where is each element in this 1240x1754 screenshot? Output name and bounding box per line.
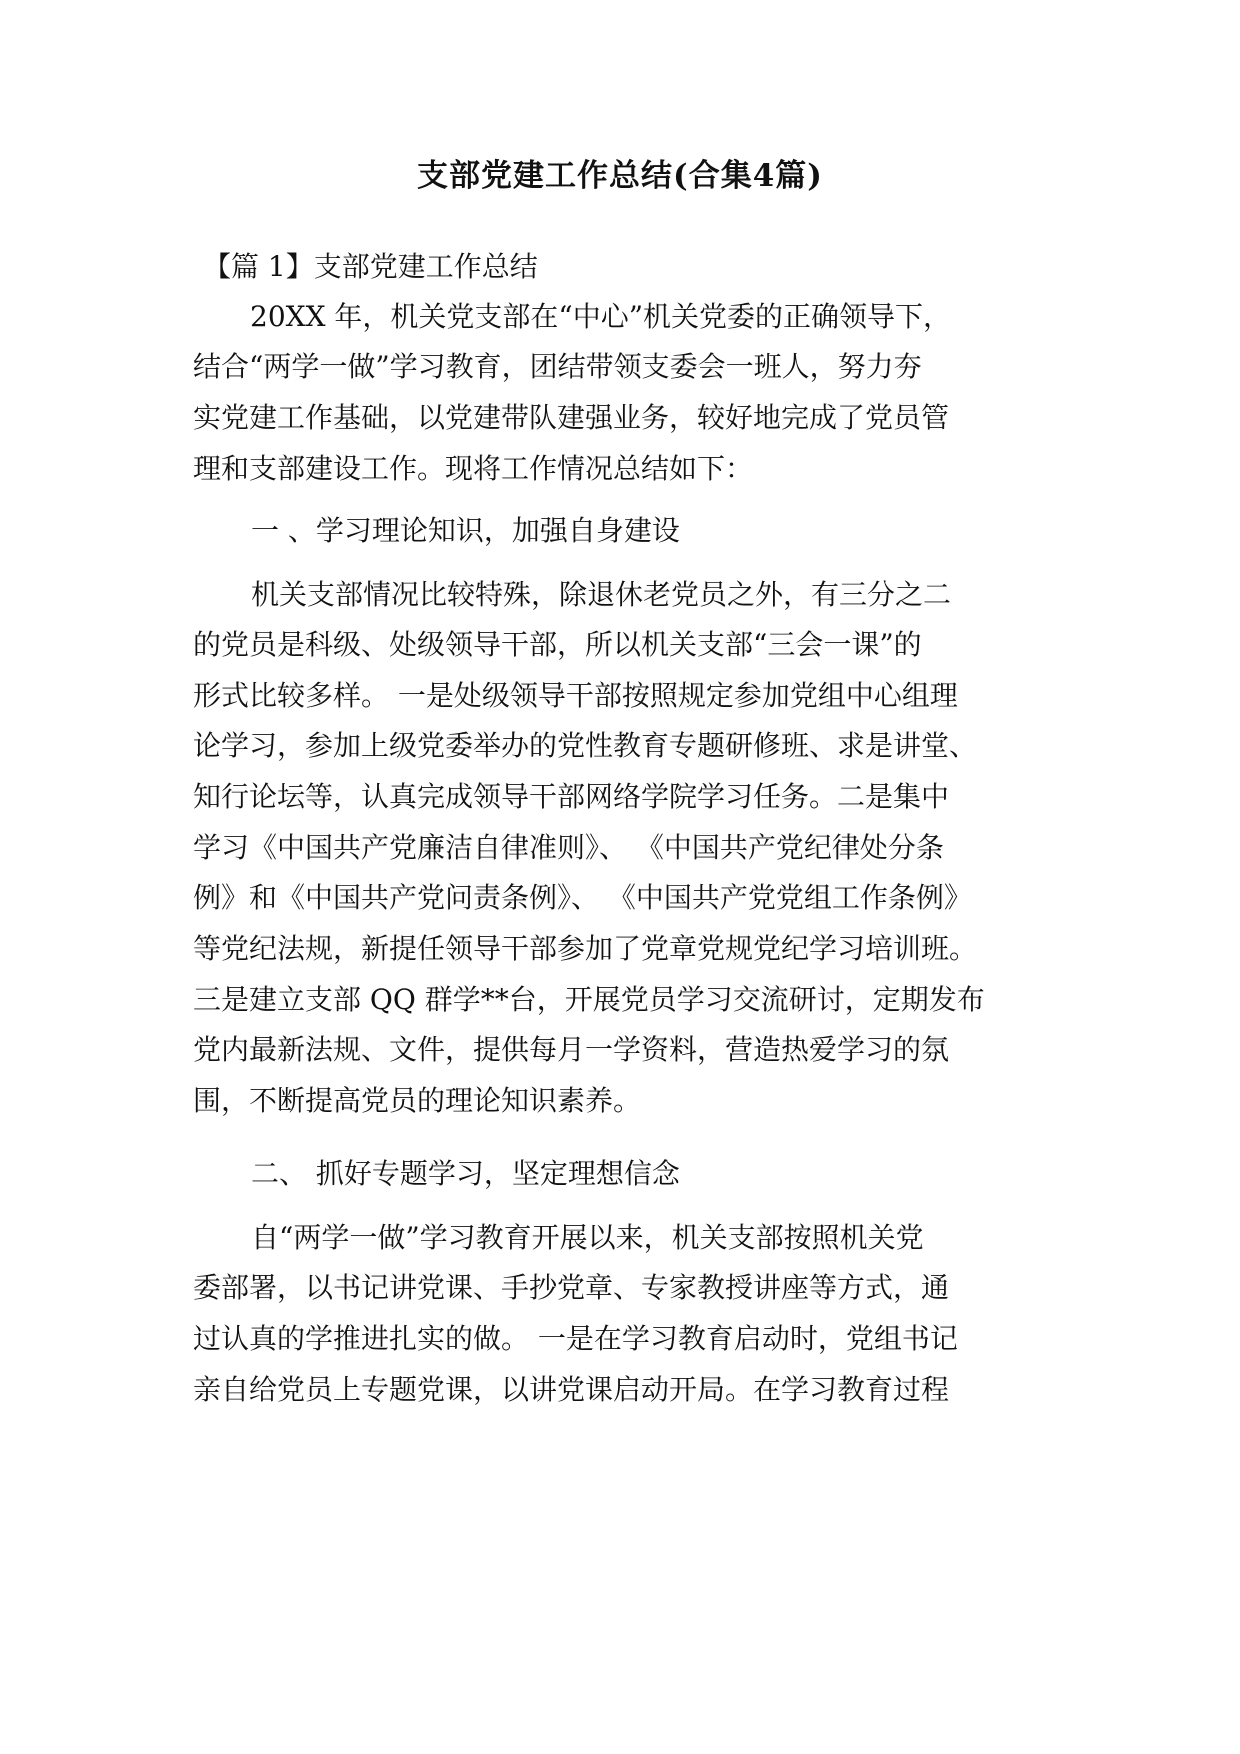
paragraph-2-line-1: 机关支部情况比较特殊，除退休老党员之外，有三分之二 — [251, 578, 952, 611]
paragraph-2-line-8: 等党纪法规，新提任领导干部参加了党章党规党纪学习培训班。 — [193, 932, 978, 965]
paragraph-3-line-4: 亲自给党员上专题党课，以讲党课启动开局。在学习教育过程 — [193, 1373, 950, 1406]
paragraph-1-line-1: 20XX 年，机关党支部在“中心”机关党委的正确领导下， — [250, 300, 952, 333]
paragraph-2-line-7: 例》和《中国共产党问责条例》、 《中国共产党党组工作条例》 — [193, 881, 972, 914]
paragraph-2-line-9: 三是建立支部 QQ 群学**台，开展党员学习交流研讨，定期发布 — [193, 983, 985, 1016]
paragraph-2-line-10: 党内最新法规、文件，提供每月一学资料，营造热爱学习的氛 — [193, 1033, 950, 1066]
paragraph-2-line-4: 论学习，参加上级党委举办的党性教育专题研修班、求是讲堂、 — [193, 729, 978, 762]
paragraph-2-line-11: 围，不断提高党员的理论知识素养。 — [193, 1084, 642, 1117]
paragraph-2-line-2: 的党员是科级、处级领导干部，所以机关支部“三会一课”的 — [193, 628, 922, 661]
subheading-1: 一 、学习理论知识，加强自身建设 — [251, 514, 680, 547]
paragraph-3-line-2: 委部署，以书记讲党课、手抄党章、专家教授讲座等方式，通 — [193, 1271, 950, 1304]
paragraph-1-line-4: 理和支部建设工作。现将工作情况总结如下： — [193, 452, 754, 485]
section-heading: 【篇 1】支部党建工作总结 — [203, 250, 538, 283]
paragraph-1-line-2: 结合“两学一做”学习教育，团结带领支委会一班人，努力夯 — [193, 350, 922, 383]
document-title: 支部党建工作总结(合集4篇) — [417, 158, 823, 194]
paragraph-3-line-1: 自“两学一做”学习教育开展以来，机关支部按照机关党 — [251, 1221, 924, 1254]
paragraph-2-line-5: 知行论坛等，认真完成领导干部网络学院学习任务。二是集中 — [193, 780, 950, 813]
paragraph-1-line-3: 实党建工作基础，以党建带队建强业务，较好地完成了党员管 — [193, 401, 950, 434]
paragraph-3-line-3: 过认真的学推进扎实的做。 一是在学习教育启动时，党组书记 — [193, 1322, 958, 1355]
paragraph-2-line-6: 学习《中国共产党廉洁自律准则》、 《中国共产党纪律处分条 — [193, 831, 944, 864]
paragraph-2-line-3: 形式比较多样。 一是处级领导干部按照规定参加党组中心组理 — [193, 679, 958, 712]
subheading-2: 二、 抓好专题学习，坚定理想信念 — [251, 1157, 680, 1190]
